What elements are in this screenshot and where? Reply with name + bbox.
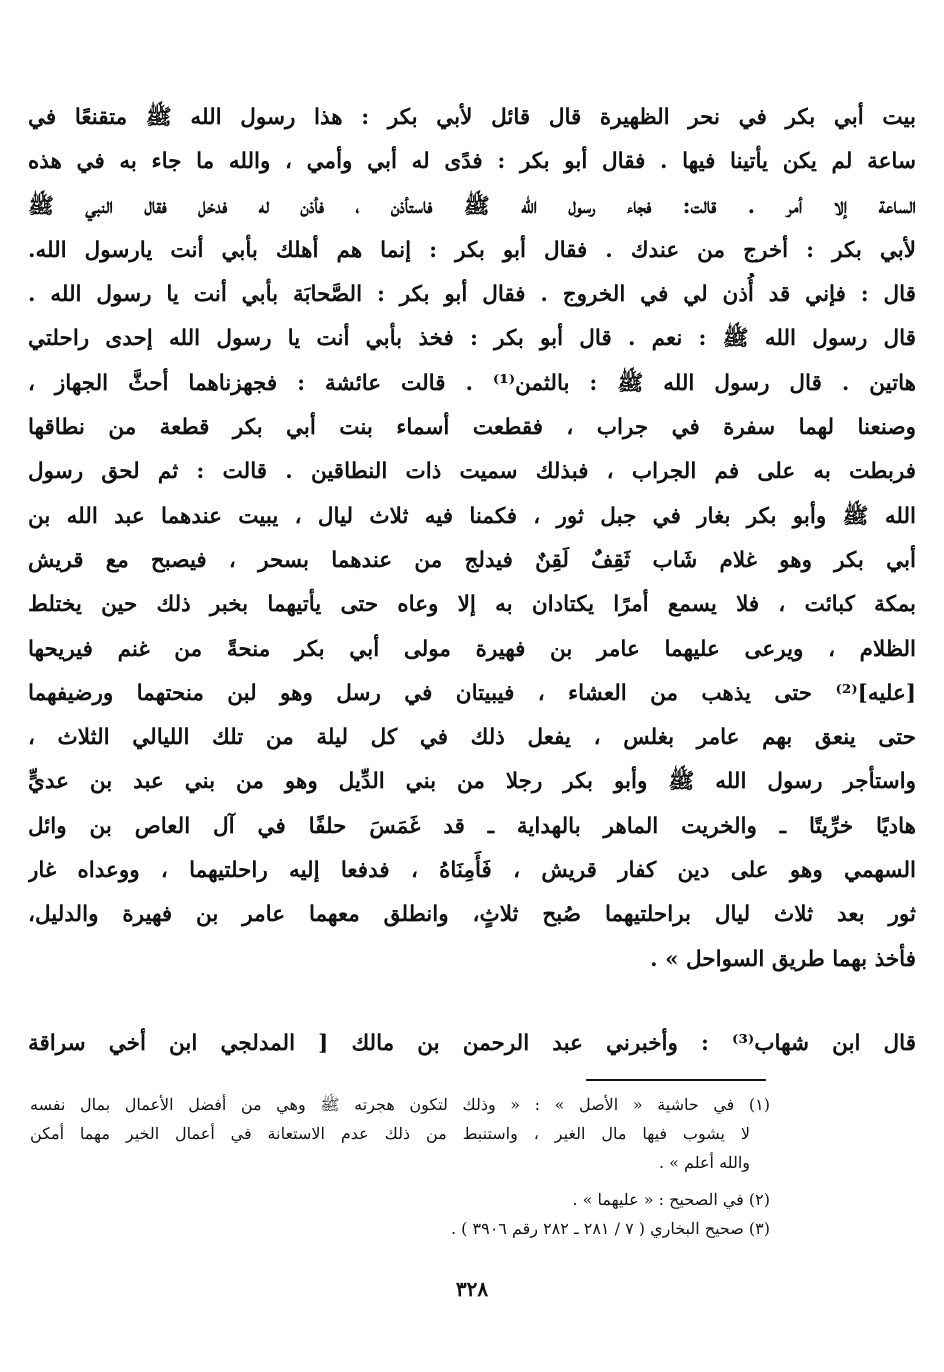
paragraph-start: قال ابن شهاب⁽³⁾ : وأخبرني عبد الرحمن بن مالك [ المدلجي ابن أخي سراقة	[28, 1031, 916, 1056]
text-line: قال : فإني قد أُذن لي في الخروج . فقال أبو بكر : الصَّحابَة بأبي أنت يا رسول الله .	[28, 282, 916, 308]
footnote-3: (٣) صحيح البخاري ( ٧ / ٢٨١ ـ ٢٨٢ رقم ٣٩٠٦ ) .	[451, 1219, 770, 1238]
text-line: هاديًا خرِّيتًا ـ والخريت الماهر بالهداية ـ قد غَمَسَ حلفًا في آل العاص بن وائل	[28, 813, 916, 839]
footnotes	[30, 1090, 770, 1243]
text-line: حتى ينعق بهم عامر بغلس ، يفعل ذلك في كل ليلة من تلك الليالي الثلاث ،	[28, 725, 916, 751]
text-line: فربطت به على فم الجراب ، فبذلك سميت ذات النطاقين . قالت : ثم لحق رسول	[28, 459, 916, 485]
text-line: قال رسول الله ﷺ : نعم . قال أبو بكر : فخذ بأبي أنت يا رسول الله إحدى راحلتي	[28, 326, 916, 352]
text-line: بمكة كبائت ، فلا يسمع أمرًا يكتادان به إلا وعاه حتى يأتيهما بخبر ذلك حين يختلط	[28, 592, 916, 618]
text-line: لأبي بكر : أخرج من عندك . فقال أبو بكر : إنما هم أهلك بأبي أنت يارسول الله.	[28, 237, 916, 263]
text-line: ساعة لم يكن يأتينا فيها . فقال أبو بكر : فدًى له أبي وأمي ، والله ما جاء به في هذه	[28, 149, 916, 175]
text-line: الظلام ، ويرعى عليهما عامر بن فهيرة مولى أبي بكر منحةً من غنم فيريحها	[28, 636, 916, 662]
text-line: وصنعنا لهما سفرة في جراب ، فقطعت أسماء بنت أبي بكر قطعة من نطاقها	[28, 415, 916, 441]
main-text-block	[28, 96, 916, 982]
footnote-1-line: لا يشوب فيها مال الغير ، واستنبط من ذلك عدم الاستعانة في أعمال الخير مهما أمكن	[30, 1124, 750, 1143]
text-line: أبي بكر وهو غلام شَاب ثَقِفٌ لَقِنٌ فيدلج من عندهما بسحر ، فيصبح مع قريش	[28, 547, 916, 573]
text-line: الله ﷺ وأبو بكر بغار في جبل ثور ، فكمنا فيه ثلاث ليال ، يبيت عندهما عبد الله بن	[28, 503, 916, 529]
footnote-2: (٢) في الصحيح : « عليهما » .	[572, 1190, 770, 1209]
text-line: الساعة إلا أمر . قالت: فجاء رسول الله ﷺ فاستأذن ، فأذن له فدخل فقال النبي ﷺ	[28, 193, 916, 219]
footnote-1-line: والله أعلم » .	[659, 1153, 750, 1172]
text-line: السهمي وهو على دين كفار قريش ، فَأَمِنَاهُ ، فدفعا إليه راحلتيهما ، ووعداه غار	[28, 858, 916, 884]
text-line: هاتين . قال رسول الله ﷺ : بالثمن⁽¹⁾ . قالت عائشة : فجهزناهما أحثَّ الجهاز ،	[28, 370, 916, 396]
footnote-separator	[586, 1079, 766, 1081]
text-line: [عليه]⁽²⁾ حتى يذهب من العشاء ، فيبيتان في رسل وهو لبن منحتهما ورضيفهما	[28, 680, 916, 706]
page-number: ٣٢٨	[455, 1277, 489, 1301]
text-line: بيت أبي بكر في نحر الظهيرة قال قائل لأبي بكر : هذا رسول الله ﷺ متقنعًا في	[28, 105, 916, 130]
footnote-1-line: (١) في حاشية « الأصل » : « وذلك لتكون هجرته ﷺ وهي من أفضل الأعمال بمال نفسه	[30, 1095, 770, 1114]
text-line-last: فأخذ بهما طريق السواحل » .	[650, 946, 916, 972]
text-line: واستأجر رسول الله ﷺ وأبو بكر رجلا من بني الدِّيل وهو من بني عبد بن عديٍّ	[28, 769, 916, 795]
text-line: ثور بعد ثلاث ليال براحلتيهما صُبح ثلاثٍ، وانطلق معهما عامر بن فهيرة والدليل،	[28, 902, 916, 928]
